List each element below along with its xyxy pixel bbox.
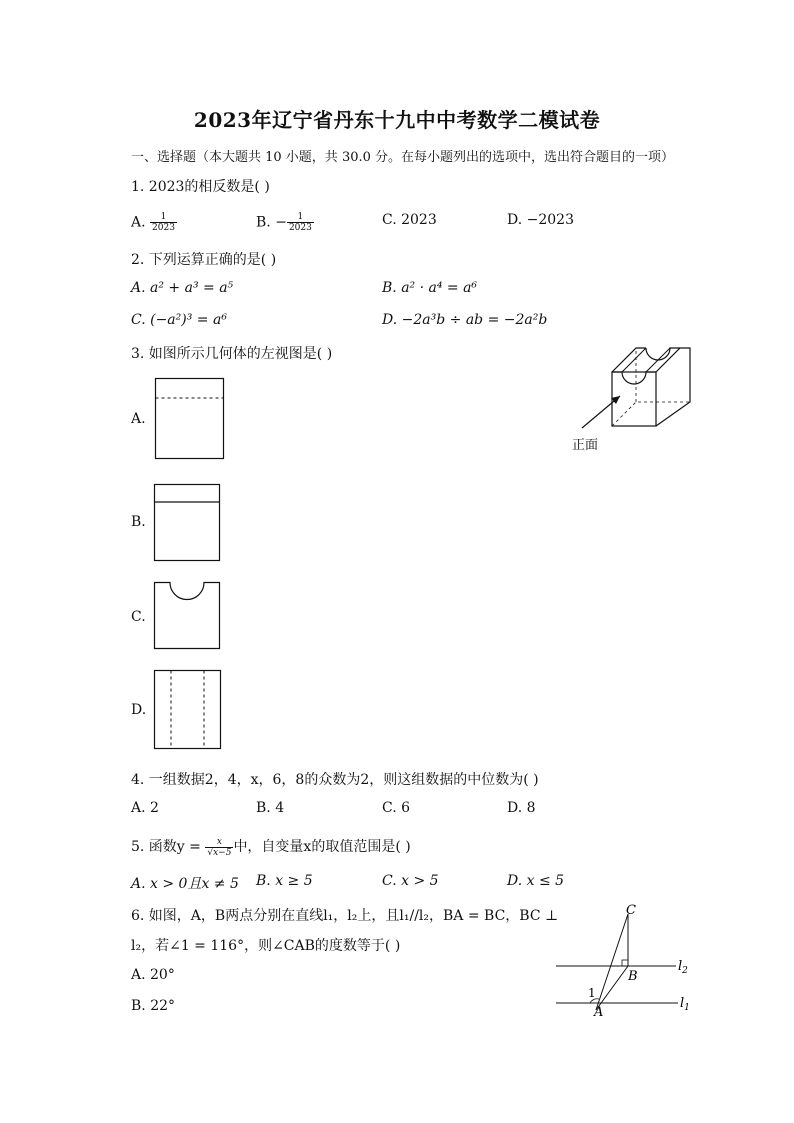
question-2-stem: 2. 下列运算正确的是( ) xyxy=(131,252,277,268)
q6-option-a[interactable]: A. 20° xyxy=(131,967,175,983)
label-l2 xyxy=(678,959,688,976)
q4-option-d[interactable]: D. 8 xyxy=(507,800,536,816)
segment-ca xyxy=(596,914,628,1010)
q3-option-c-label[interactable]: C. xyxy=(131,609,146,625)
front-label: 正面 xyxy=(572,438,599,453)
q3-option-c-figure[interactable] xyxy=(154,582,221,650)
q3-option-b-label[interactable]: B. xyxy=(131,514,146,530)
q5-option-a[interactable]: A. x > 0且x ≠ 5 xyxy=(131,876,239,892)
frac-numerator: 1 xyxy=(287,212,314,223)
q1-option-c[interactable]: C. 2023 xyxy=(382,212,437,228)
question-3-stem: 3. 如图所示几何体的左视图是( ) xyxy=(131,346,333,362)
label-l2-main: l xyxy=(678,959,683,974)
frac-denominator: 2023 xyxy=(152,223,175,233)
q3-option-a-figure[interactable] xyxy=(155,378,225,460)
q1-option-a-label: A. xyxy=(131,214,146,231)
q1-option-b-fraction xyxy=(287,212,314,233)
q2-option-d[interactable]: D. −2a³b ÷ ab = −2a²b xyxy=(382,312,548,328)
q4-option-a[interactable]: A. 2 xyxy=(131,800,159,816)
right-angle-mark xyxy=(622,960,628,966)
label-c: C xyxy=(626,903,636,918)
q3-option-d-label[interactable]: D. xyxy=(131,702,147,718)
label-l2-sub: 2 xyxy=(682,966,688,976)
q3-option-a-label[interactable]: A. xyxy=(131,411,146,427)
q1-option-a[interactable] xyxy=(131,212,177,233)
q1-option-b-label: B. xyxy=(256,214,271,231)
q4-option-c[interactable]: C. 6 xyxy=(382,800,411,816)
frac-numerator: 1 xyxy=(150,212,177,223)
question-6-stem-line2: l₂，若∠1 = 116°，则∠CAB的度数等于( ) xyxy=(131,938,401,954)
question-4-stem: 4. 一组数据2，4，x，6，8的众数为2，则这组数据的中位数为( ) xyxy=(131,772,539,788)
q1-option-b-sign: − xyxy=(275,214,287,231)
q1-option-a-fraction xyxy=(150,212,177,233)
q1-option-b[interactable] xyxy=(256,212,314,233)
frac-denominator: √x−5 xyxy=(207,847,232,858)
q4-option-b[interactable]: B. 4 xyxy=(256,800,285,816)
q2-option-a[interactable]: A. a² + a³ = a⁵ xyxy=(131,280,234,296)
q6-option-b[interactable]: B. 22° xyxy=(131,998,176,1014)
q5-option-d[interactable]: D. x ≤ 5 xyxy=(507,873,565,889)
label-l1 xyxy=(680,996,690,1013)
q5-stem-pre: 5. 函数y = xyxy=(131,839,201,855)
q3-option-d-figure[interactable] xyxy=(154,670,222,750)
q5-stem-post: 中，自变量x的取值范围是( ) xyxy=(233,839,411,855)
q3-option-b-figure[interactable] xyxy=(154,484,221,562)
q2-option-b[interactable]: B. a² · a⁴ = a⁶ xyxy=(382,280,478,296)
q6-geometry-figure xyxy=(550,900,700,1020)
q5-fraction xyxy=(205,837,233,858)
q5-option-b[interactable]: B. x ≥ 5 xyxy=(256,873,313,889)
label-b: B xyxy=(628,969,638,984)
q1-option-d[interactable]: D. −2023 xyxy=(507,212,574,228)
q5-option-c[interactable]: C. x > 5 xyxy=(382,873,439,889)
label-a: A xyxy=(594,1005,604,1020)
question-5-stem xyxy=(131,836,411,858)
question-1-stem: 1. 2023的相反数是( ) xyxy=(131,179,270,195)
frac-denominator: 2023 xyxy=(288,223,312,233)
label-l1-sub: 1 xyxy=(684,1003,690,1013)
frac-numerator: x xyxy=(205,837,233,848)
page-title: 2023年辽宁省丹东十九中中考数学二模试卷 xyxy=(193,108,601,132)
question-6-stem-line1: 6. 如图，A，B两点分别在直线l₁，l₂上，且l₁//l₂，BA = BC，BC ⊥ xyxy=(131,908,559,924)
section-heading: 一、选择题（本大题共 10 小题，共 30.0 分。在每小题列出的选项中，选出符合题目的一项） xyxy=(131,150,675,165)
q2-option-c[interactable]: C. (−a²)³ = a⁶ xyxy=(131,312,227,328)
label-angle-1: 1 xyxy=(588,986,596,1000)
label-l1-main: l xyxy=(680,996,685,1011)
